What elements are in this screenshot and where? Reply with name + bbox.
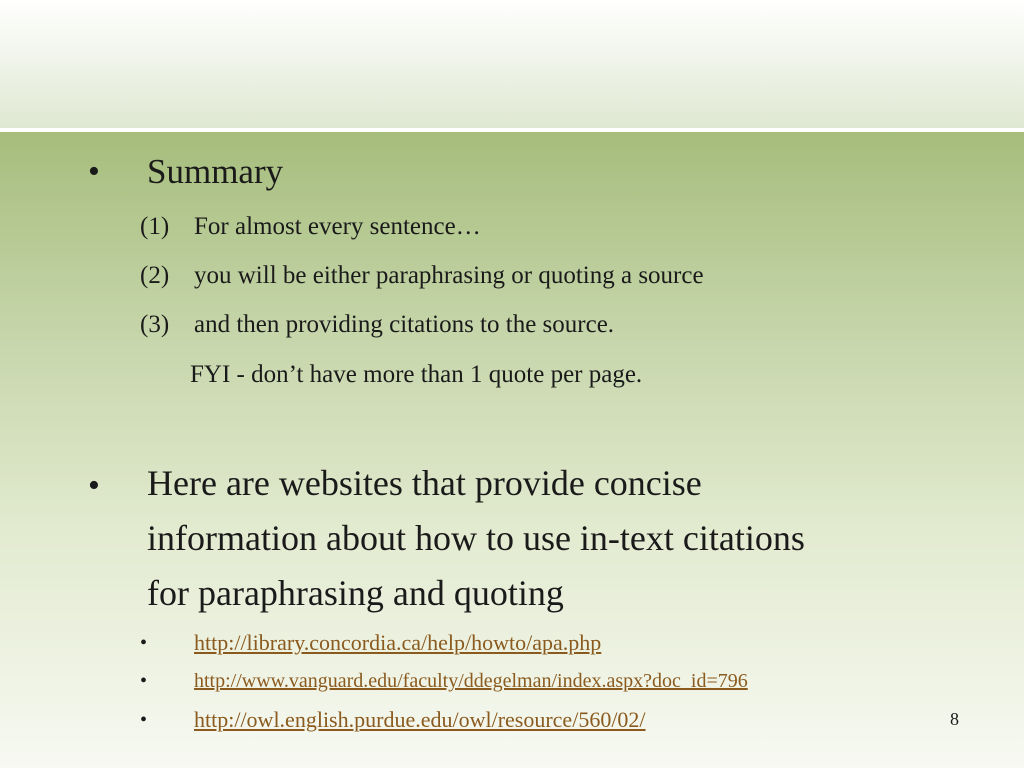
link-bullet-3: •	[140, 709, 148, 731]
link-bullet-2: •	[140, 670, 148, 692]
link-concordia-apa[interactable]: http://library.concordia.ca/help/howto/apa.php	[194, 630, 602, 655]
summary-item-1-number: (1)	[140, 213, 170, 240]
websites-bullet: •	[88, 467, 100, 504]
summary-heading: Summary	[147, 152, 284, 191]
summary-item-2-number: (2)	[140, 262, 170, 289]
websites-intro-line-3: for paraphrasing and quoting	[147, 573, 564, 613]
link-purdue-owl[interactable]: http://owl.english.purdue.edu/owl/resource/560/02/	[194, 707, 646, 732]
summary-bullet: •	[88, 153, 100, 190]
summary-item-1-text: For almost every sentence…	[194, 213, 481, 240]
slide-header-band	[0, 0, 1024, 128]
fyi-note: FYI - don’t have more than 1 quote per page.	[190, 361, 643, 388]
link-vanguard-degelman[interactable]: http://www.vanguard.edu/faculty/ddegelman/index.aspx?doc_id=796	[194, 670, 748, 692]
websites-intro-line-2: information about how to use in-text citations	[147, 518, 805, 558]
summary-item-3-text: and then providing citations to the source.	[194, 311, 615, 338]
summary-item-2-text: you will be either paraphrasing or quoting a source	[194, 262, 704, 289]
page-number: 8	[950, 709, 959, 729]
websites-intro-line-1: Here are websites that provide concise	[147, 463, 702, 503]
link-bullet-1: •	[140, 632, 148, 654]
summary-item-3-number: (3)	[140, 311, 170, 338]
